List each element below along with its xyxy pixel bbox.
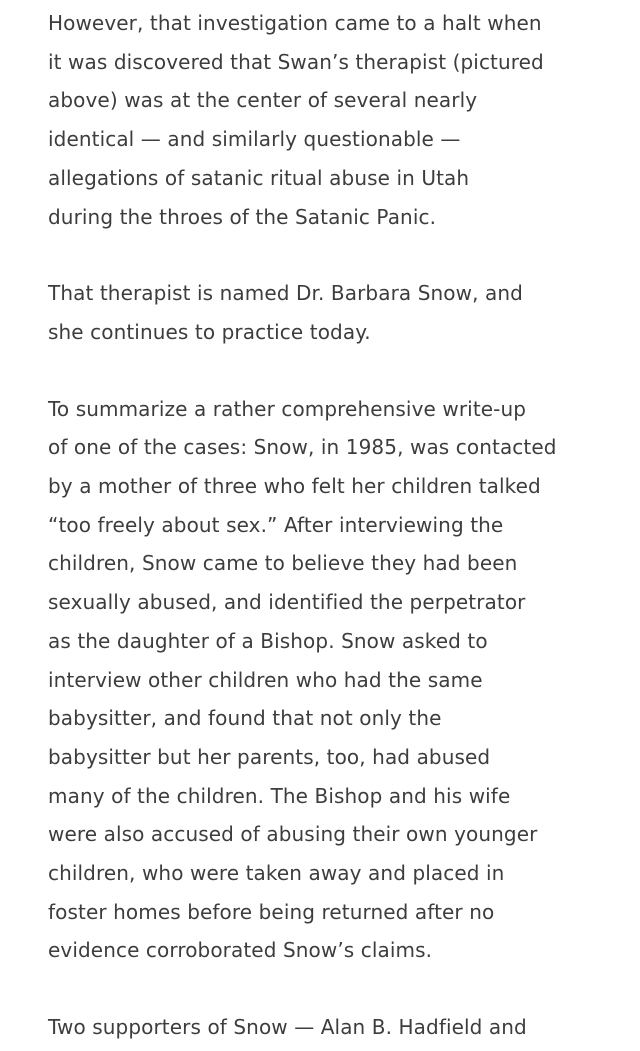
- paragraph-supporters: Two supporters of Snow — Alan B. Hadfield and: [48, 1015, 527, 1040]
- paragraph-case-summary: To summarize a rather comprehensive write-up of one of the cases: Snow, in 1985, was contacted by a mother of three who felt her children talked “too freely about sex.” After interviewing the children, Snow came to believe they had been sexually abused, and identified the perpetrator as the daughter of a Bishop. Snow asked to interview other children who had the same babysitter, and found that not only the babysitter but her parents, too, had abused many of the children. The Bishop and his wife were also accused of abusing their own younger children, who were taken away and placed in foster homes before being returned after no evidence corroborated Snow’s claims.: [48, 396, 557, 963]
- article-body: [48, 4, 608, 1047]
- paragraph-investigation-halt: However, that investigation came to a halt when it was discovered that Swan’s therapist (pictured above) was at the center of several nearly identical — and similarly questionable — allegations of satanic ritual abuse in Utah during the throes of the Satanic Panic.: [48, 11, 544, 229]
- paragraph-therapist-name: That therapist is named Dr. Barbara Snow, and she continues to practice today.: [48, 281, 523, 344]
